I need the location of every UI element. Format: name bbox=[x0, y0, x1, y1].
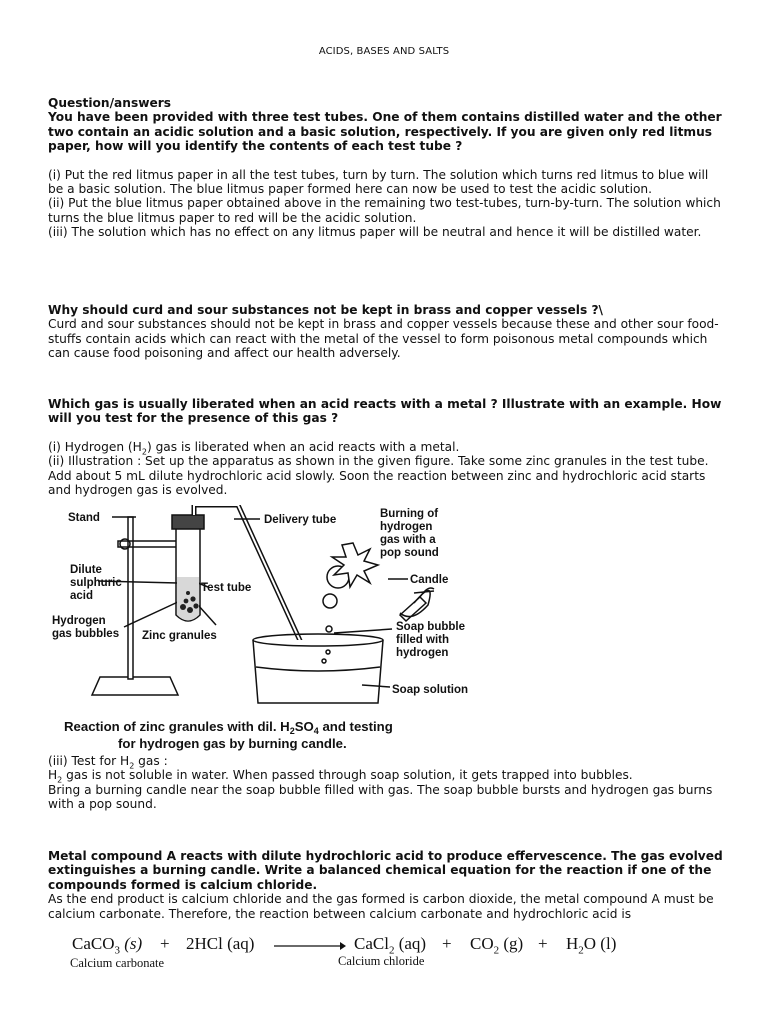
chemical-equation bbox=[70, 932, 670, 976]
cork bbox=[172, 515, 204, 529]
explosion-burst bbox=[332, 543, 378, 587]
q1-answer-1: (i) Put the red litmus paper in all the test tubes, turn by turn. The solution which turns red litmus to blue will be a basic solution. The blue litmus paper formed here can now be used to test the acidic solution. bbox=[48, 167, 709, 197]
eq-plus-3: + bbox=[538, 934, 548, 953]
q1-section bbox=[48, 96, 724, 240]
eq-caco3: CaCO$_3$ (s) bbox=[72, 934, 143, 957]
q3-section bbox=[48, 397, 724, 497]
q3-answer-1: (i) Hydrogen $(H_2)$ gas is liberated when an acid reacts with a metal. bbox=[48, 439, 460, 457]
q3-answer-2: (ii) Illustration : Set up the apparatus as shown in the given figure. Take some zinc granules in the test tube. Add about 5 mL dilute hydrochloric acid slowly. Soon the reaction between zinc and hydrochloric acid starts and hydrogen gas is evolved. bbox=[48, 454, 709, 498]
label-zinc-granules: Zinc granules bbox=[142, 630, 217, 642]
stand-base bbox=[92, 677, 178, 695]
figure-caption-1: Reaction of zinc granules with dil. $H_2SO_4$ and testing bbox=[64, 719, 393, 736]
rising-bubble bbox=[326, 626, 332, 632]
eq-h2o: $H_2O$ (l) bbox=[566, 934, 617, 957]
label-candle: Candle bbox=[410, 574, 449, 586]
label-delivery-tube: Delivery tube bbox=[264, 514, 337, 526]
label-hydrogen-1: Hydrogen bbox=[52, 615, 106, 627]
label-soap-bubble-2: filled with bbox=[396, 634, 450, 646]
q1-question: You have been provided with three test tubes. One of them contains distilled water and the other two contain an acidic solution and a basic solution, respectively. If you are given only red litmus paper, how will you identify the contents of each test tube ? bbox=[48, 110, 722, 154]
label-burning-1: Burning of bbox=[380, 508, 439, 520]
eq-plus-1: + bbox=[160, 934, 170, 953]
acid-liquid bbox=[177, 577, 199, 621]
q3-answer-3: (iii) Test for $H_2$ gas : bbox=[48, 754, 168, 771]
label-dilute-1: Dilute bbox=[70, 564, 102, 576]
label-soap-solution: Soap solution bbox=[392, 684, 468, 696]
q2-question: Why should curd and sour substances not be kept in brass and copper vessels ?\ bbox=[48, 303, 603, 317]
q2-section bbox=[48, 303, 724, 361]
label-burning-4: pop sound bbox=[380, 547, 439, 559]
candle-body bbox=[400, 597, 426, 621]
reaction-arrow bbox=[274, 940, 346, 952]
q2-answer: Curd and sour substances should not be kept in brass and copper vessels because these and other sour food-stuffs contain acids which can react with the metal of the vessel to form poisonous metal compounds which can cause food poisoning and affect our health adversely. bbox=[48, 317, 719, 361]
q4-section bbox=[48, 849, 724, 921]
page-title: ACIDS, BASES AND SALTS bbox=[318, 46, 450, 57]
label-soap-bubble-1: Soap bubble bbox=[396, 621, 465, 633]
eq-co2: $CO_2$ (g) bbox=[470, 934, 524, 957]
q3-answer-5: Bring a burning candle near the soap bubble filled with gas. The soap bubble bursts and hydrogen gas burns with a pop sound. bbox=[48, 782, 713, 812]
eq-label-calcium-carbonate: Calcium carbonate bbox=[70, 956, 165, 970]
label-hydrogen-2: gas bubbles bbox=[52, 628, 120, 640]
q3-test-section bbox=[48, 754, 724, 812]
eq-plus-2: + bbox=[442, 934, 452, 953]
q3-answer-4: $H_2$ gas is not soluble in water. When passed through soap solution, it gets trapped into bubbles. bbox=[48, 768, 633, 785]
q3-question: Which gas is usually liberated when an acid reacts with a metal ? Illustrate with an example. How will you test for the presence of this gas ? bbox=[48, 397, 722, 426]
label-test-tube: Test tube bbox=[201, 582, 252, 594]
soap-bubble-small bbox=[323, 594, 337, 608]
label-dilute-2: sulphuric bbox=[70, 577, 122, 589]
label-burning-3: gas with a bbox=[380, 534, 436, 546]
apparatus-figure bbox=[48, 505, 468, 757]
figure-caption-2: for hydrogen gas by burning candle. bbox=[118, 736, 347, 751]
q4-question: Metal compound A reacts with dilute hydrochloric acid to produce effervescence. The gas evolved extinguishes a burning candle. Write a balanced chemical equation for the reaction if one of the compounds formed is calcium chloride. bbox=[48, 849, 723, 892]
eq-hcl: 2HCl (aq) bbox=[186, 934, 255, 953]
qa-heading: Question/answers bbox=[48, 96, 172, 110]
label-burning-2: hydrogen bbox=[380, 521, 433, 533]
eq-label-calcium-chloride: Calcium chloride bbox=[338, 954, 425, 968]
q1-answer-3: (iii) The solution which has no effect on any litmus paper will be neutral and hence it will be distilled water. bbox=[48, 225, 702, 240]
label-dilute-3: acid bbox=[70, 590, 94, 602]
label-soap-bubble-3: hydrogen bbox=[396, 647, 449, 659]
q4-answer: As the end product is calcium chloride and the gas formed is carbon dioxide, the metal compound A must be calcium carbonate. Therefore, the reaction between calcium carbonate and hydrochloric acid is bbox=[48, 892, 714, 921]
label-stand: Stand bbox=[68, 512, 100, 524]
apparatus-diagram bbox=[48, 505, 468, 753]
q1-answer-2: (ii) Put the blue litmus paper obtained above in the remaining two test-tubes, turn-by-turn. The solution which turns the blue litmus paper to red will be the acidic solution. bbox=[48, 196, 721, 225]
eq-cacl2: CaCl$_2$ (aq) bbox=[354, 934, 427, 957]
